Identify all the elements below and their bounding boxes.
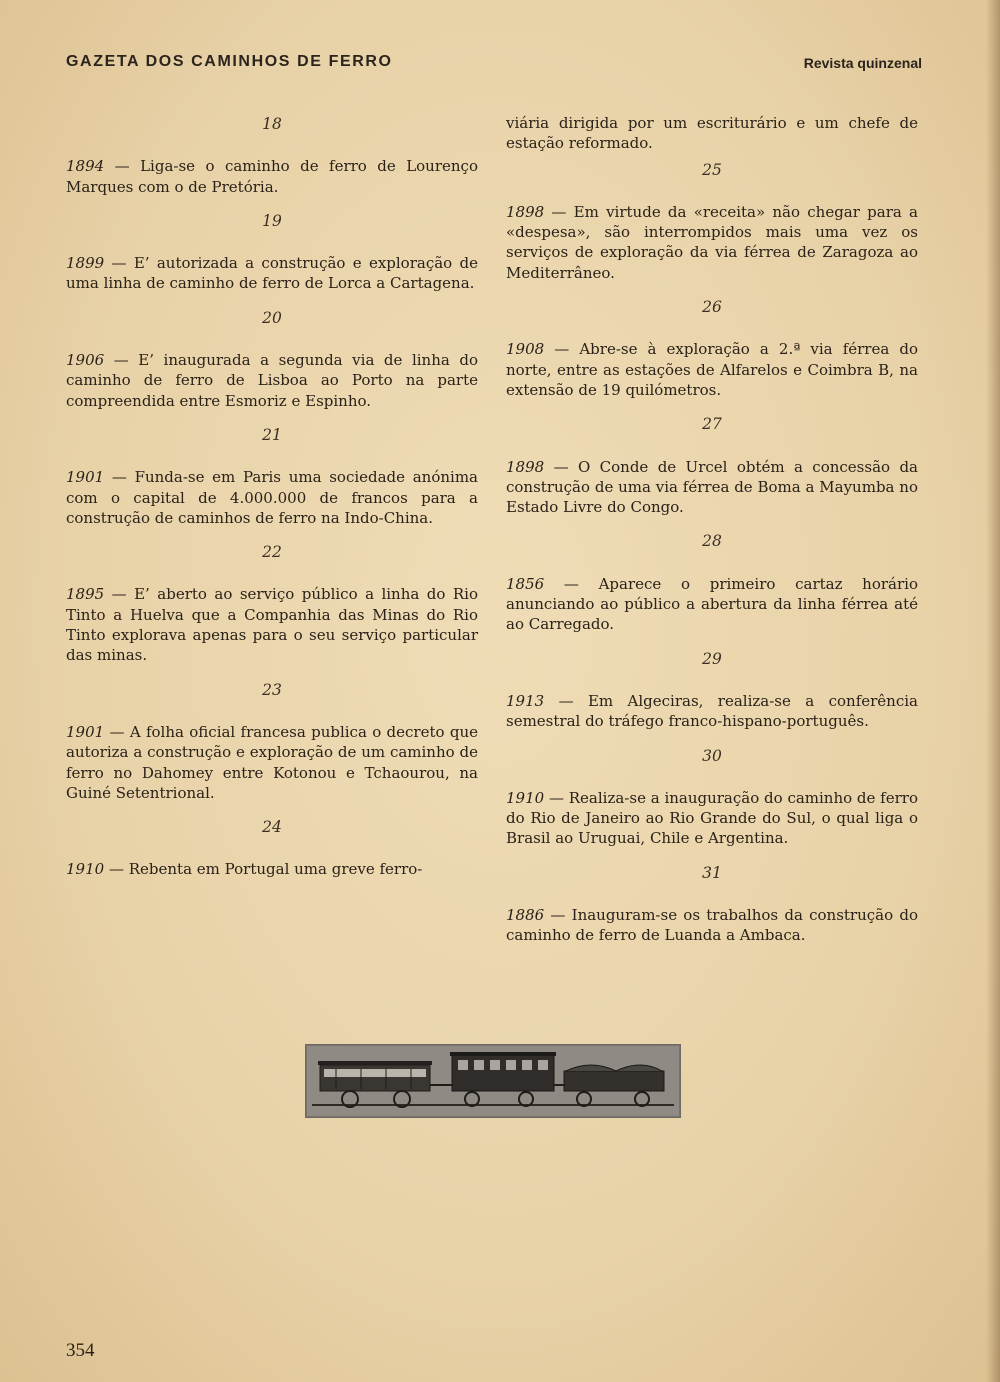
entry-29: [506, 649, 918, 732]
day-number: 26: [702, 298, 722, 317]
entry-text: 1906 — E’ inaugurada a segunda via de linha do caminho de ferro de Lisboa ao Porto na parte compreendida entre Esmoriz e Espinho.: [66, 351, 479, 410]
entry-body: Rebenta em Portugal uma greve ferro-: [128, 860, 423, 879]
entry-31: [506, 863, 918, 946]
entry-year: 1901: [66, 722, 105, 741]
entry-year: 1910: [506, 788, 545, 807]
day-number: 18: [262, 115, 282, 133]
day-number: 31: [702, 863, 722, 882]
day-number: 30: [702, 746, 722, 765]
entry-body: Aparece o primeiro cartaz horário anunciando ao público a abertura da linha férrea até ao Carregado.: [506, 574, 918, 634]
entry-year: 1906: [66, 351, 105, 370]
journal-title: GAZETA DOS CAMINHOS DE FERRO: [66, 53, 393, 70]
entry-body: E’ autorizada a construção e exploração de uma linha de caminho de ferro de Lorca a Cartagena.: [66, 254, 478, 293]
entry-26: [506, 297, 918, 400]
train-drawing: [306, 1045, 680, 1117]
entry-text: 1901 — A folha oficial francesa publica o decreto que autoriza a construção e exploração de um caminho de ferro no Dahomey entre Kotonou e Tchaourou, na Guiné Setentrional.: [66, 722, 478, 802]
entry-30: [506, 746, 918, 849]
day-number: 19: [262, 211, 282, 230]
entry-year: 1908: [506, 340, 545, 359]
entry-text: 1886 — Inauguram-se os trabalhos da construção do caminho de ferro de Luanda a Ambaca.: [506, 906, 918, 945]
entry-25: [506, 160, 918, 283]
day-number: 27: [702, 415, 722, 434]
journal-subtitle: Revista quinzenal: [803, 55, 922, 71]
entry-year: 1894: [66, 157, 105, 176]
entry-year: 1895: [66, 585, 105, 604]
entry-year: 1898: [506, 202, 545, 221]
day-number: 22: [262, 543, 282, 562]
entry-text: 1910 — Rebenta em Portugal uma greve ferro-: [66, 860, 423, 879]
entry-body: Em virtude da «receita» não chegar para a «despesa», são interrompidos mais uma vez os serviços de exploração da via férrea de Zaragoza ao Mediterrâneo.: [506, 202, 918, 282]
entry-text: 1856 — Aparece o primeiro cartaz horário anunciando ao público a abertura da linha férrea até ao Carregado.: [506, 574, 918, 634]
entry-24: [66, 817, 478, 880]
entry-body: Liga-se o caminho de ferro de Lourenço Marques com o de Pretória.: [66, 157, 478, 196]
entry-body: A folha oficial francesa publica o decreto que autoriza a construção e exploração de um caminho de ferro no Dahomey entre Kotonou e Tchaourou, na Guiné Setentrional.: [66, 722, 478, 802]
entry-year: 1910: [66, 860, 105, 879]
entry-text: 1913 — Em Algeciras, realiza-se a conferência semestral do tráfego franco-hispano-português.: [506, 691, 918, 731]
entry-body: Funda-se em Paris uma sociedade anónima com o capital de 4.000.000 de francos para a construção de caminhos de ferro na Indo-China.: [66, 468, 478, 527]
right-column: [506, 113, 918, 960]
day-number: 20: [262, 308, 282, 327]
entry-year: 1898: [506, 457, 545, 476]
entry-body: E’ aberto ao serviço público a linha do Rio Tinto a Huelva que a Companhia das Minas do Rio Tinto explorava apenas para o seu serviço particular das minas.: [66, 585, 478, 665]
entry-text: 1895 — E’ aberto ao serviço público a linha do Rio Tinto a Huelva que a Companhia das Minas do Rio Tinto explorava apenas para o seu serviço particular das minas.: [66, 585, 478, 665]
entry-20: [66, 308, 478, 411]
train-illustration: [305, 1044, 681, 1118]
entry-22: [66, 542, 478, 665]
day-number: 24: [262, 818, 282, 837]
entry-19: [66, 211, 478, 294]
entry-year: 1913: [506, 691, 545, 710]
day-number: 21: [262, 425, 282, 444]
day-number: 28: [702, 532, 722, 551]
day-number: 29: [702, 649, 722, 668]
entry-body: Inauguram-se os trabalhos da construção do caminho de ferro de Luanda a Ambaca.: [506, 906, 918, 945]
continued-text: viária dirigida por um escriturário e um chefe de estação reformado.: [506, 114, 918, 153]
day-number: 25: [702, 160, 722, 179]
entry-text: 1898 — O Conde de Urcel obtém a concessão da construção de uma via férrea de Boma a Mayumba no Estado Livre do Congo.: [506, 457, 918, 517]
entry-body: Abre-se à exploração a 2.ª via férrea do norte, entre as estações de Alfarelos e Coimbra B, na extensão de 19 quilómetros.: [506, 340, 918, 399]
entry-23: [66, 680, 478, 803]
entry-year: 1899: [66, 254, 105, 273]
entry-text: 1899 — E’ autorizada a construção e exploração de uma linha de caminho de ferro de Lorca a Cartagena.: [66, 254, 478, 293]
entry-body: E’ inaugurada a segunda via de linha do caminho de ferro de Lisboa ao Porto na parte compreendida entre Esmoriz e Espinho.: [66, 351, 479, 410]
entry-21: [66, 425, 478, 528]
day-number: 23: [262, 680, 282, 699]
page-number: 354: [66, 1340, 95, 1361]
entry-year: 1901: [66, 468, 105, 487]
entry-text: 1898 — Em virtude da «receita» não chegar para a «despesa», são interrompidos mais uma vez os serviços de exploração da via férrea de Zaragoza ao Mediterrâneo.: [506, 202, 918, 282]
entry-text: 1908 — Abre-se à exploração a 2.ª via férrea do norte, entre as estações de Alfarelos e Coimbra B, na extensão de 19 quilómetros.: [506, 340, 918, 399]
page-edge-shadow: [986, 0, 1000, 1382]
entry-year: 1886: [506, 906, 545, 925]
entry-body: O Conde de Urcel obtém a concessão da construção de uma via férrea de Boma a Mayumba no Estado Livre do Congo.: [506, 457, 918, 517]
entry-body: Em Algeciras, realiza-se a conferência semestral do tráfego franco-hispano-português.: [506, 691, 918, 731]
entry-text: 1901 — Funda-se em Paris uma sociedade anónima com o capital de 4.000.000 de francos para a construção de caminhos de ferro na Indo-China.: [66, 468, 478, 527]
entry-28: [506, 531, 918, 634]
entry-text: 1894 — Liga-se o caminho de ferro de Lourenço Marques com o de Pretória.: [66, 157, 478, 196]
entry-27: [506, 414, 918, 517]
entry-body: Realiza-se a inauguração do caminho de ferro do Rio de Janeiro ao Rio Grande do Sul, o qual liga o Brasil ao Uruguai, Chile e Argentina.: [506, 788, 918, 848]
entry-18: [66, 114, 478, 197]
left-column: [66, 112, 478, 894]
entry-text: 1910 — Realiza-se a inauguração do caminho de ferro do Rio de Janeiro ao Rio Grande do Sul, o qual liga o Brasil ao Uruguai, Chile e Argentina.: [506, 788, 918, 848]
entry-year: 1856: [506, 574, 545, 593]
